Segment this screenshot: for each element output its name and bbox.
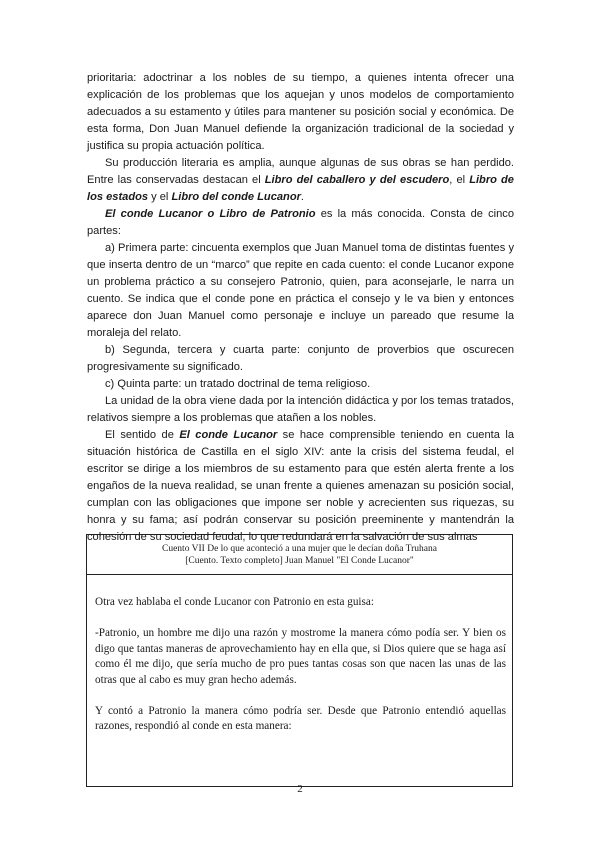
meaning-text-2: se hace comprensible teniendo en cuenta la situación histórica de Castilla en el siglo XIV: ante la crisis del sistema feudal, el escritor se dirige a los miembros de su estamento para que estén alerta frente a los engaños de la nueva realidad, se unan frente a quienes amenazan su posición social, cumplan con las obligaciones que impone ser noble y acrecienten sus riquezas, su honra y su fama; así podrán conservar su posición preeminente y mantendrán la cohesión de su sociedad feudal, lo que redundará en la salvación de sus almas	[87, 429, 514, 543]
paragraph-part-b: b) Segunda, tercera y cuarta parte: conjunto de proverbios que oscurecen progresivamente su significado.	[87, 344, 514, 373]
works-text-3: y el	[148, 191, 172, 203]
essay-body	[87, 70, 514, 546]
tale-paragraph-2: -Patronio, un hombre me dijo una razón y mostrome la manera cómo podía ser. Y bien os digo que tantas maneras de aprovechamiento hay en ella que, si Dios quiere que se haga así como él me dijo, que sería mucho de pro pues tantas cosas son que nacen las unas de las otras que al cabo es muy gran hecho además.	[95, 627, 506, 686]
tale-source: [Cuento. Texto completo] Juan Manuel "El Conde Lucanor"	[185, 556, 414, 566]
tale-title: Cuento VII De lo que aconteció a una mujer que le decían doña Truhana	[162, 544, 437, 554]
tale-body	[87, 575, 512, 735]
work-title-lucanor: Libro del conde Lucanor	[171, 191, 301, 203]
paragraph-intro: prioritaria: adoctrinar a los nobles de su tiempo, a quienes intenta ofrecer una explicación de los problemas que los aquejan y unos modelos de comportamiento adecuados a su estamento y útiles para mantener su posición social y económica. De esta forma, Don Juan Manuel defiende la organización tradicional de la sociedad y justifica su propia actuación política.	[87, 72, 514, 152]
works-text-4: .	[300, 191, 305, 203]
work-title-conde-lucanor: El conde Lucanor o Libro de Patronio	[105, 208, 316, 220]
paragraph-unity: La unidad de la obra viene dada por la intención didáctica y por los temas tratados, relativos siempre a los problemas que atañen a los nobles.	[87, 395, 514, 424]
paragraph-meaning	[87, 427, 514, 546]
works-text-2: , el	[449, 174, 470, 186]
best-known-text: es la más conocida. Consta de cinco partes:	[87, 208, 515, 237]
tale-paragraph-1: Otra vez hablaba el conde Lucanor con Patronio en esta guisa:	[95, 596, 374, 608]
paragraph-part-c: c) Quinta parte: un tratado doctrinal de tema religioso.	[105, 378, 371, 390]
work-title-estados: Libro de los estados	[87, 174, 514, 203]
work-title-caballero: Libro del caballero y del escudero	[264, 174, 450, 186]
tale-paragraph-3: Y contó a Patronio la manera cómo podría ser. Desde que Patronio entendió aquellas razones, respondió al conde en esta manera:	[95, 704, 506, 732]
work-title-el-conde-lucanor: El conde Lucanor	[179, 429, 278, 441]
works-text-1: Su producción literaria es amplia, aunque algunas de sus obras se han perdido. Entre las conservadas destacan el	[87, 157, 514, 186]
page-number: 2	[297, 783, 303, 795]
paragraph-part-a: a) Primera parte: cincuenta exemplos que Juan Manuel toma de distintas fuentes y que inserta dentro de un “marco” que repite en cada cuento: el conde Lucanor expone un problema práctico a su consejero Patronio, quien, para aconsejarle, le narra un cuento. Se indica que el conde pone en práctica el consejo y le va bien y entonces aparece don Juan Manuel como personaje e incluye un pareado que resume la moraleja del relato.	[87, 242, 514, 339]
paragraph-best-known	[87, 206, 514, 240]
tale-excerpt-box	[86, 534, 513, 787]
tale-header	[87, 535, 512, 575]
paragraph-works	[87, 155, 514, 206]
meaning-text-1: El sentido de	[105, 429, 180, 441]
